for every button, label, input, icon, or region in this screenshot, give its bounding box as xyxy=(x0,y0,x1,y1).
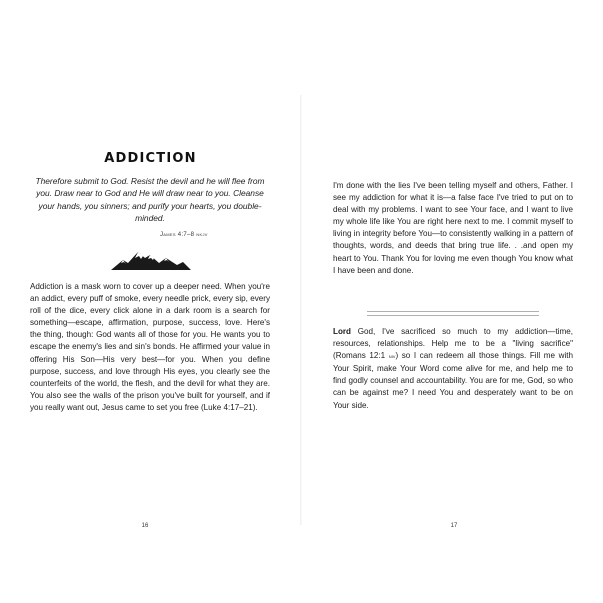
prayer-paragraph xyxy=(333,326,573,412)
verse-reference: James 4:7–8 nkjv xyxy=(160,232,208,238)
section-divider xyxy=(367,311,539,316)
devotional-body: Addiction is a mask worn to cover up a deeper need. When you're an addict, every puff of smoke, every needle prick, every sip, every roll of the dice, every click alone in a dark room is a search for something—escape, affirmation, purpose, success, love. Here's the thing, though: God wants all of those for you. He wants you to escape the enemy's lies and sin's bonds. He affirmed your value in offering His Son—His very best—for you. When you define purpose, success, and love through His eyes, you clearly see the counterfeits of the world, the flesh, and the devil for what they are. You also see the walls of the prison you've built for yourself, and if you really want out, Jesus came to set you free (Luke 4:17–21). xyxy=(30,282,270,412)
left-page xyxy=(0,0,301,603)
chapter-title: ADDICTION xyxy=(104,151,197,166)
prayer-text-2: ) so I can redeem all those things. Fill me with Your Spirit, make Your Word come alive for me, and help me to find godly counsel and accountability. You are for me, God, so who can be against me? I need You and desperately want to be on Your side. xyxy=(333,351,573,410)
page-number-right: 17 xyxy=(450,523,458,529)
bible-version: niv xyxy=(388,354,396,361)
epigraph-verse: Therefore submit to God. Resist the devil and he will flee from you. Draw near to God and He will draw near to you. Cleanse your hands, you sinners; and purify your hearts, you double-minded. xyxy=(35,176,265,224)
page-number: 16 xyxy=(141,523,149,529)
reflection-paragraph: I'm done with the lies I've been telling myself and others, Father. I see my addiction for what it is—a false face I've tried to put on to deal with my problems. I want to see Your face, and I want to live my whole life like You are right here next to me. I commit myself to living in integrity before You—to consistently walking in a pattern of thoughts, words, and deeds that bring true life. . .and open my heart to You. Thank You for loving me even though You know what I have been and done. xyxy=(333,181,573,275)
mountain-icon xyxy=(111,249,191,271)
prayer-text-1: God, I've sacrificed so much to my addiction—time, resources, relationships. Help me to be a "living sacrifice" (Romans 12:1 xyxy=(333,327,573,361)
right-page xyxy=(302,0,603,603)
prayer-lead: Lord xyxy=(333,327,351,336)
